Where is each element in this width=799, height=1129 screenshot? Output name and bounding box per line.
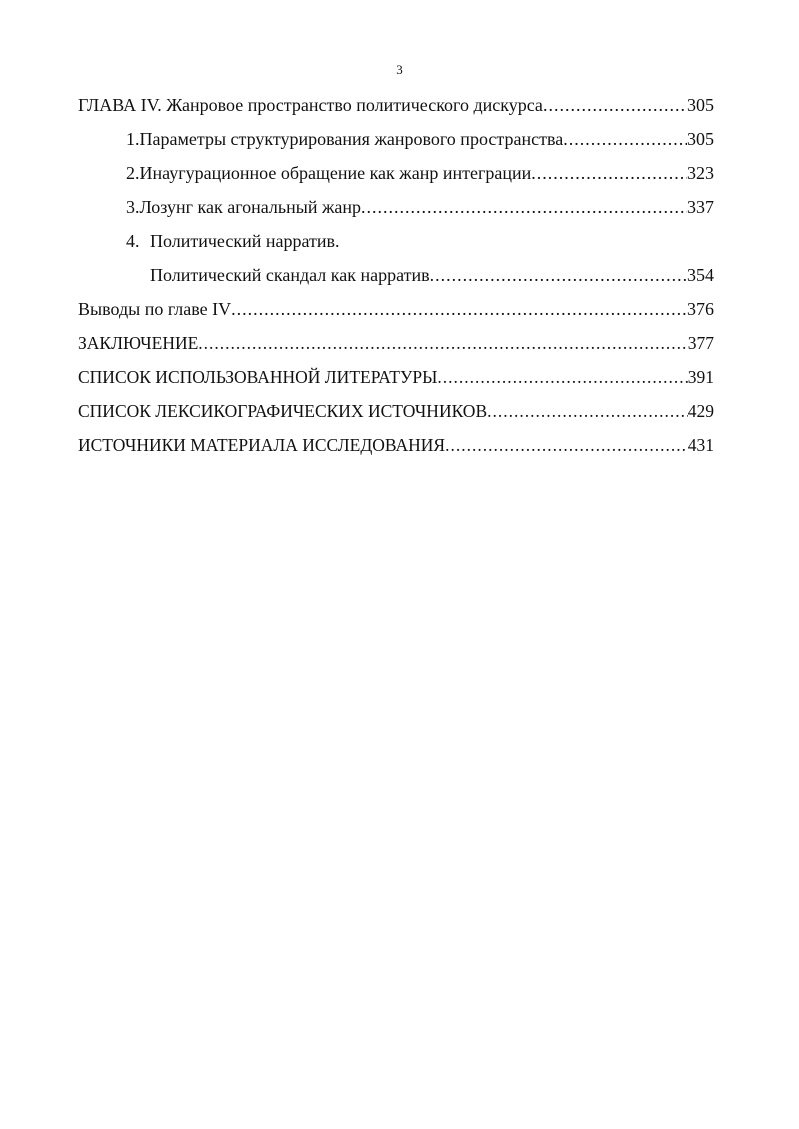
toc-entry-conclusion[interactable] — [78, 326, 714, 360]
toc-leader-dots — [231, 292, 687, 326]
toc-entry-text: СПИСОК ЛЕКСИКОГРАФИЧЕСКИХ ИСТОЧНИКОВ — [78, 401, 488, 421]
toc-entry-text: Выводы по главе IV — [78, 299, 232, 319]
toc-leader-dots — [437, 360, 687, 394]
page-number: 3 — [396, 62, 403, 77]
toc-page-number: 391 — [687, 367, 714, 387]
toc-page-number: 377 — [687, 333, 714, 353]
toc-entry-text: Лозунг как агональный жанр — [139, 197, 362, 217]
toc-leader-dots — [487, 394, 688, 428]
toc-leader-dots — [563, 122, 687, 156]
toc-entry-section-4[interactable] — [78, 224, 714, 258]
toc-leader-dots — [198, 326, 687, 360]
toc-leader-dots — [531, 156, 687, 190]
toc-entry-bibliography[interactable] — [78, 360, 714, 394]
toc-leader-dots — [445, 428, 688, 462]
toc-page-number: 305 — [687, 95, 714, 115]
toc-entry-text: Параметры структурирования жанрового пространства — [139, 129, 564, 149]
toc-section-number: 4. — [126, 231, 140, 251]
toc-entry-text: ГЛАВА IV. Жанровое пространство политического дискурса — [78, 95, 543, 115]
toc-page-number: 354 — [687, 265, 714, 285]
toc-entry-conclusions-chapter-4[interactable] — [78, 292, 714, 326]
toc-leader-dots — [430, 258, 687, 292]
toc-entry-text: Политический нарратив. — [150, 231, 340, 251]
table-of-contents — [78, 88, 714, 462]
toc-entry-section-3[interactable] — [78, 190, 714, 224]
toc-entry-chapter-4[interactable] — [78, 88, 714, 122]
toc-entry-section-4-continued[interactable] — [78, 258, 714, 292]
toc-page-number: 429 — [687, 401, 714, 421]
toc-entry-text: СПИСОК ИСПОЛЬЗОВАННОЙ ЛИТЕРАТУРЫ — [78, 367, 438, 387]
toc-page-number: 376 — [687, 299, 714, 319]
toc-page-number: 431 — [687, 435, 714, 455]
toc-page-number: 323 — [687, 163, 714, 183]
toc-entry-research-sources[interactable] — [78, 428, 714, 462]
toc-entry-text: Политический скандал как нарратив — [150, 265, 430, 285]
toc-entry-lexicographic-sources[interactable] — [78, 394, 714, 428]
toc-entry-text: ЗАКЛЮЧЕНИЕ — [78, 333, 199, 353]
toc-leader-dots — [361, 190, 687, 224]
toc-page-number: 337 — [687, 197, 714, 217]
toc-entry-section-1[interactable] — [78, 122, 714, 156]
toc-leader-dots — [543, 88, 687, 122]
toc-page-number: 305 — [687, 129, 714, 149]
toc-section-number: 1. — [126, 129, 140, 149]
toc-entry-text: Инаугурационное обращение как жанр интеграции — [139, 163, 532, 183]
toc-section-number: 3. — [126, 197, 140, 217]
toc-section-number: 2. — [126, 163, 140, 183]
toc-entry-section-2[interactable] — [78, 156, 714, 190]
toc-entry-text: ИСТОЧНИКИ МАТЕРИАЛА ИССЛЕДОВАНИЯ — [78, 435, 446, 455]
